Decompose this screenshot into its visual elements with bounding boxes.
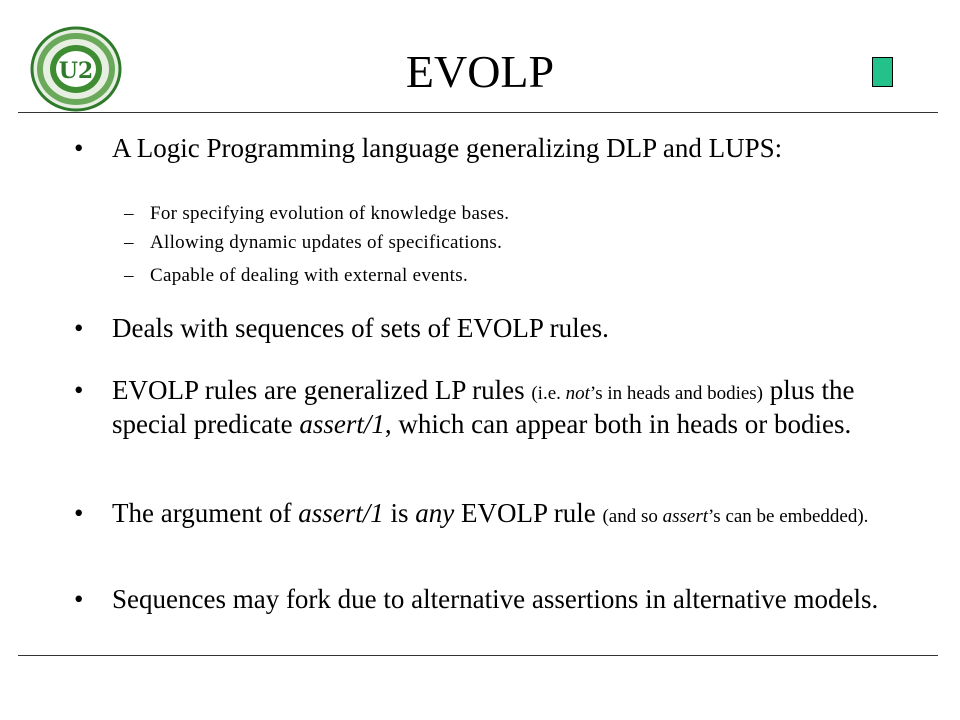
bottom-divider (18, 655, 938, 656)
top-divider (18, 112, 938, 113)
sub-dash: – (124, 203, 134, 224)
bullet-dot: • (74, 498, 84, 528)
bullet-text: Sequences may fork due to alternative assertions in alternative models. (112, 584, 879, 614)
subitem-text: Capable of dealing with external events. (150, 265, 469, 286)
sub-dash: – (124, 265, 134, 286)
bullet-dot: • (74, 584, 84, 614)
bullet-text: The argument of assert/1 is any EVOLP rule (and so assert’s can be embedded). (112, 498, 869, 528)
slide-title: EVOLP (405, 46, 555, 97)
subitem-text: Allowing dynamic updates of specifications. (150, 232, 503, 253)
bullet-dot: • (74, 313, 84, 343)
bullet-text: Deals with sequences of sets of EVOLP rules. (112, 313, 609, 343)
logo-mark: U2 (58, 58, 94, 84)
bullet-text: EVOLP rules are generalized LP rules (i.e. not’s in heads and bodies) plus the special predicate assert/1, which can appear both in heads or bodies. (112, 375, 855, 439)
bullet-dot: • (74, 133, 84, 163)
sub-dash: – (124, 232, 134, 253)
bullet-dot: • (74, 375, 84, 405)
bullet-text: A Logic Programming language generalizing DLP and LUPS: (112, 133, 783, 163)
subitem-text: For specifying evolution of knowledge bases. (150, 203, 510, 224)
corner-accent-box (872, 57, 893, 87)
